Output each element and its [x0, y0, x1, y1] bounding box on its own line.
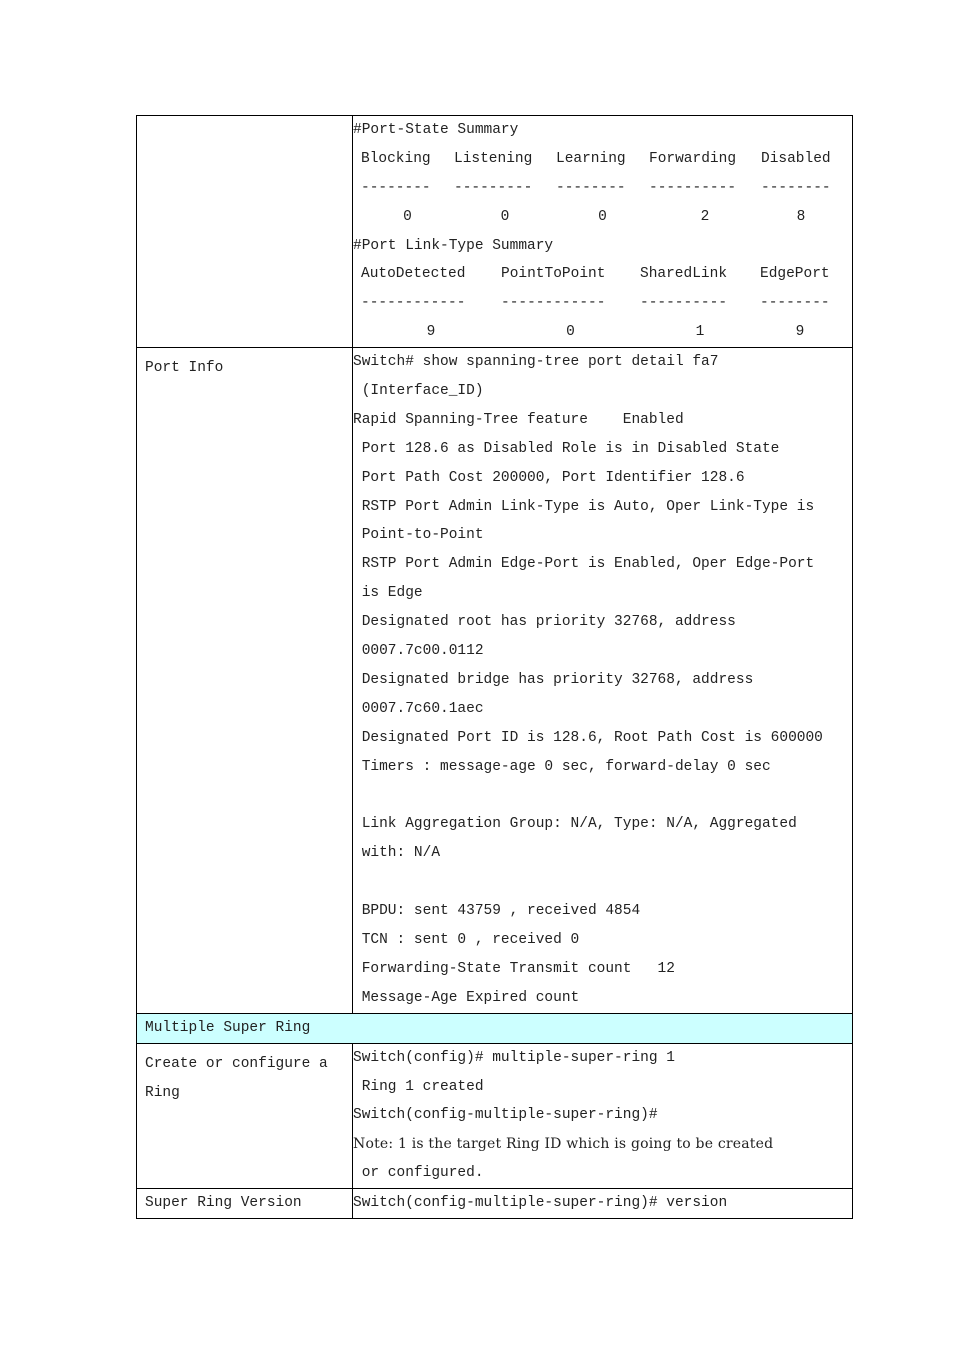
cli-line: Forwarding-State Transmit count 12 — [353, 960, 675, 977]
cli-line: Ring 1 created — [353, 1078, 484, 1095]
cli-line: Switch(config)# multiple-super-ring 1 — [353, 1049, 675, 1066]
version-label-cell — [137, 1189, 353, 1219]
port-state-headers — [353, 145, 852, 174]
col-header: Listening — [454, 150, 533, 167]
cli-line: Timers : message-age 0 sec, forward-delay 0 sec — [353, 758, 771, 775]
link-type-values — [353, 318, 852, 347]
command-reference-table — [136, 115, 853, 1219]
count-value: 0 — [598, 208, 607, 225]
count-value: 0 — [500, 208, 510, 225]
summary-output-cell — [353, 116, 853, 348]
count-value: 1 — [695, 324, 705, 341]
dash-rule: ---------- — [649, 179, 737, 196]
col-header: AutoDetected — [361, 266, 466, 283]
count-value: 9 — [795, 324, 805, 341]
count-value: 0 — [566, 324, 575, 341]
dash-rule: ------------ — [361, 295, 466, 312]
count-value: 0 — [403, 208, 412, 225]
dash-rule: -------- — [361, 179, 431, 196]
note-line: Note: 1 is the target Ring ID which is going to be created — [353, 1136, 774, 1153]
col-header: Forwarding — [649, 150, 737, 167]
cli-line: RSTP Port Admin Link-Type is Auto, Oper Link-Type is — [353, 498, 815, 515]
dash-rule: -------- — [556, 179, 626, 196]
dash-rule: -------- — [760, 295, 830, 312]
port-info-label-cell — [137, 348, 353, 1013]
link-type-dashes — [353, 289, 852, 318]
table-row — [137, 1189, 853, 1219]
create-ring-label: Create or configure a Ring — [145, 1055, 328, 1101]
dash-rule: ---------- — [640, 295, 728, 312]
section-header-cell — [137, 1013, 853, 1043]
cli-line: with: N/A — [353, 845, 441, 862]
dash-rule: ------------ — [501, 295, 606, 312]
col-header: PointToPoint — [501, 266, 606, 283]
cli-line: 0007.7c60.1aec — [353, 700, 484, 717]
dash-rule: -------- — [761, 179, 831, 196]
cli-line: Designated Port ID is 128.6, Root Path Cost is 600000 — [353, 729, 823, 746]
cli-line: BPDU: sent 43759 , received 4854 — [353, 903, 641, 920]
table-row — [137, 348, 853, 1013]
count-value: 9 — [426, 324, 436, 341]
section-title: Multiple Super Ring — [145, 1019, 311, 1036]
col-header: Disabled — [761, 150, 831, 167]
empty-left-cell — [137, 116, 353, 348]
link-type-heading: #Port Link-Type Summary — [353, 237, 554, 254]
table-row — [137, 116, 853, 348]
cli-line: TCN : sent 0 , received 0 — [353, 931, 580, 948]
version-label: Super Ring Version — [145, 1195, 302, 1212]
cli-line: Designated bridge has priority 32768, address — [353, 671, 754, 688]
port-info-output-cell — [353, 348, 853, 1013]
cli-line: RSTP Port Admin Edge-Port is Enabled, Oper Edge-Port — [353, 556, 815, 573]
cli-line: Port Path Cost 200000, Port Identifier 128.6 — [353, 469, 745, 486]
cli-line: Message-Age Expired count — [353, 989, 580, 1006]
cli-line: or configured. — [353, 1165, 484, 1182]
version-output-cell — [353, 1189, 853, 1219]
cli-line: 0007.7c00.0112 — [353, 643, 484, 660]
col-header: SharedLink — [640, 266, 728, 283]
cli-line: Rapid Spanning-Tree feature Enabled — [353, 411, 684, 428]
count-value: 8 — [796, 208, 806, 225]
section-header-row — [137, 1013, 853, 1043]
cli-line: Link Aggregation Group: N/A, Type: N/A, Aggregated — [353, 816, 797, 833]
port-state-values — [353, 203, 852, 232]
cli-line: is Edge — [353, 585, 423, 602]
port-state-dashes — [353, 174, 852, 203]
port-state-heading: #Port-State Summary — [353, 122, 519, 138]
dash-rule: --------- — [454, 179, 533, 196]
cli-line: (Interface_ID) — [353, 383, 484, 400]
cli-line: Switch# show spanning-tree port detail fa7 — [353, 354, 719, 371]
cli-line: Switch(config-multiple-super-ring)# version — [353, 1195, 728, 1212]
create-ring-label-cell — [137, 1043, 353, 1188]
cli-line: Designated root has priority 32768, address — [353, 614, 736, 631]
col-header: Learning — [556, 150, 626, 167]
cli-line: Port 128.6 as Disabled Role is in Disabled State — [353, 440, 780, 457]
create-ring-output-cell — [353, 1043, 853, 1188]
cli-line — [353, 868, 852, 897]
link-type-headers — [353, 260, 852, 289]
cli-line: Switch(config-multiple-super-ring)# — [353, 1107, 658, 1124]
col-header: EdgePort — [760, 266, 830, 283]
col-header: Blocking — [361, 150, 431, 167]
table-row — [137, 1043, 853, 1188]
cli-line: Point-to-Point — [353, 527, 484, 544]
cli-line — [353, 781, 852, 810]
port-info-label: Port Info — [145, 360, 224, 377]
count-value: 2 — [700, 208, 710, 225]
